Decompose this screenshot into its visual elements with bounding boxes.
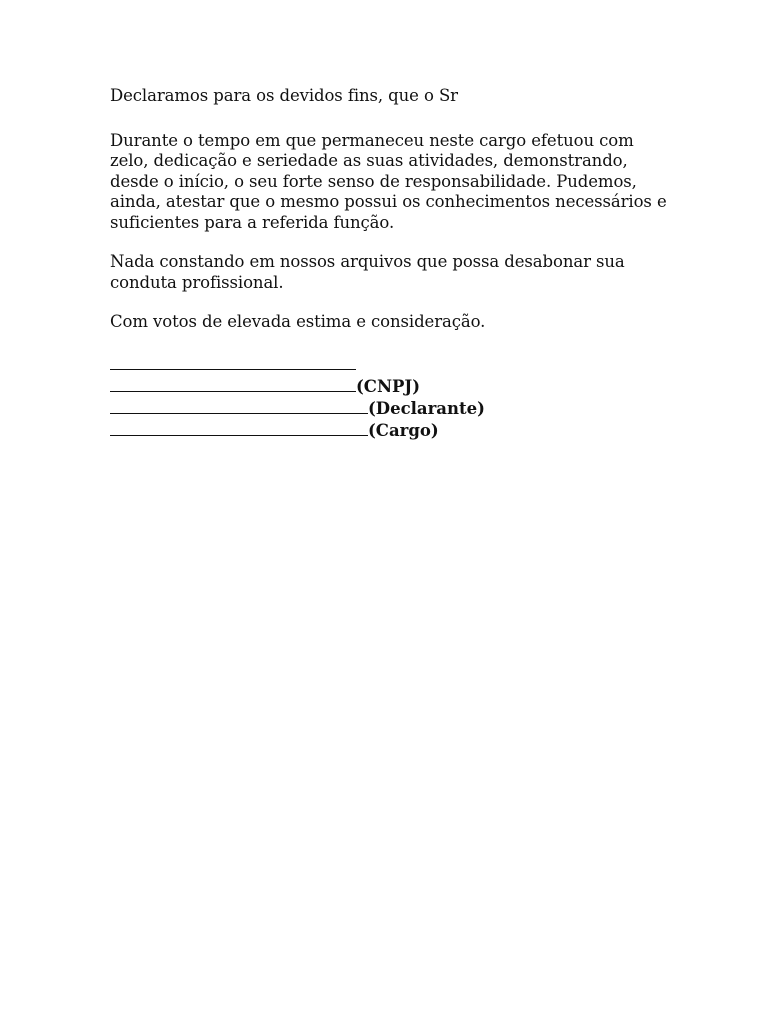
blank-line <box>110 399 368 414</box>
signature-line-company <box>110 354 670 376</box>
declarante-label: (Declarante) <box>368 398 485 418</box>
paragraph-records: Nada constando em nossos arquivos que possa desabonar sua conduta profissional. <box>110 252 625 292</box>
blank-line <box>110 377 356 392</box>
signature-line-cnpj <box>110 376 670 398</box>
signature-line-cargo <box>110 420 670 442</box>
paragraph-performance: Durante o tempo em que permaneceu neste cargo efetuou com zelo, dedicação e seriedade as suas atividades, demonstrando, desde o início, o seu forte senso de responsabilidade. Pudemos, ainda, atestar que o mesmo possui os conhecimentos necessários e suficientes para a referida função. <box>110 130 667 232</box>
paragraph-declaration-intro: Declaramos para os devidos fins, que o Sr <box>110 86 458 105</box>
document-page <box>110 86 670 442</box>
cnpj-label: (CNPJ) <box>356 376 421 396</box>
paragraph-closing: Com votos de elevada estima e consideração. <box>110 312 486 331</box>
blank-line <box>110 421 368 436</box>
signature-block <box>110 354 670 442</box>
signature-line-declarante <box>110 398 670 420</box>
cargo-label: (Cargo) <box>368 420 439 440</box>
blank-line <box>110 355 356 370</box>
